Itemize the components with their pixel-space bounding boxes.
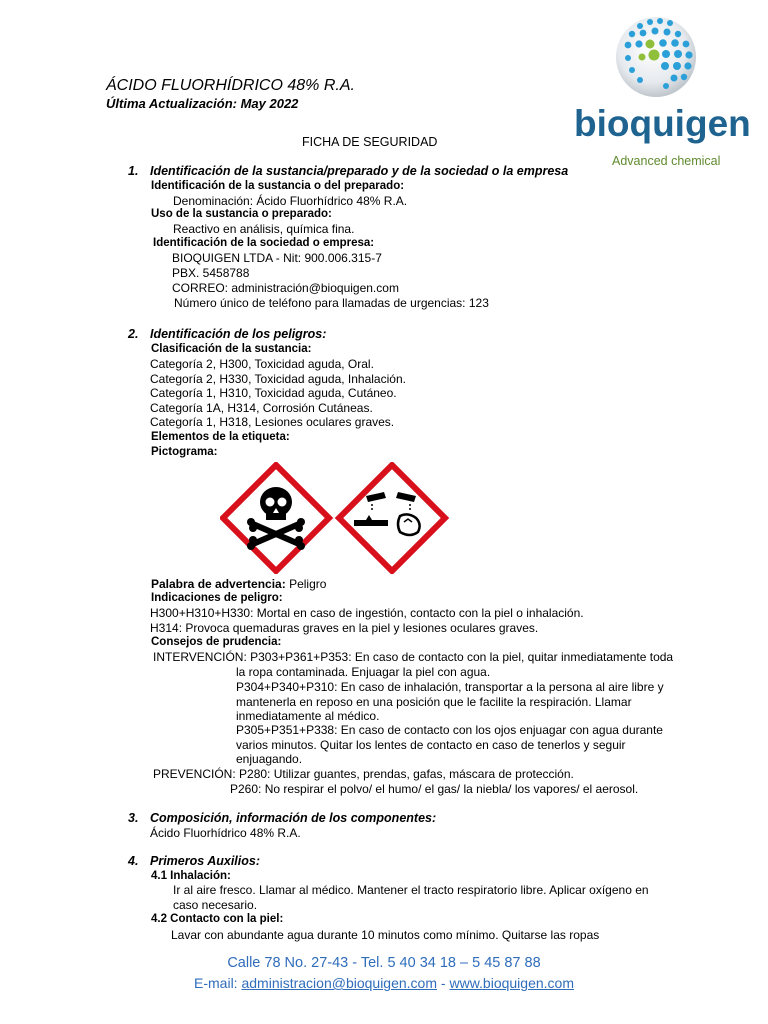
s1-emergency-phone: Número único de teléfono para llamadas de urgencias: 123 [174, 296, 489, 310]
s2-class-line: Categoría 2, H300, Toxicidad aguda, Oral. [150, 357, 374, 371]
s1-sub-uso: Uso de la sustancia o preparado: [151, 208, 332, 220]
footer-email-label: E-mail: [194, 975, 242, 991]
bioquigen-logo-globe-icon [570, 12, 760, 177]
s4-piel-line: Lavar con abundante agua durante 10 minutos como mínimo. Quitarse las ropas [171, 928, 600, 942]
s2-hazard-line: H314: Provoca quemaduras graves en la piel y lesiones oculares graves. [150, 621, 539, 635]
footer-web-link[interactable]: www.bioquigen.com [449, 975, 574, 991]
section-number: 2. [128, 327, 139, 341]
s2-intervencion-line: varios minutos. Quitar los lentes de contacto en caso de tenerlos y seguir [236, 738, 626, 752]
s4-sub-piel: 4.2 Contacto con la piel: [151, 913, 284, 925]
footer-address: Calle 78 No. 27-43 - Tel. 5 40 34 18 – 5 45 87 88 [227, 955, 541, 971]
section-title: Identificación de los peligros: [150, 327, 327, 341]
doc-heading: FICHA DE SEGURIDAD [302, 135, 438, 149]
s2-intervencion-line: enjuagando. [236, 752, 303, 766]
s2-sub-clasificacion: Clasificación de la sustancia: [151, 343, 312, 355]
logo-wordmark: bioquigen [574, 103, 751, 144]
s2-intervencion-line: la ropa contaminada. Enjuagar la piel con agua. [236, 665, 491, 679]
s2-class-line: Categoría 1, H318, Lesiones oculares graves. [150, 415, 395, 429]
s2-hazard-line: H300+H310+H330: Mortal en caso de ingestión, contacto con la piel o inhalación. [150, 606, 584, 620]
document-title: ÁCIDO FLUORHÍDRICO 48% R.A. [106, 77, 355, 94]
section-2-heading [128, 327, 428, 343]
s2-signal-word [151, 577, 326, 591]
signal-value: Peligro [285, 577, 327, 591]
footer-separator: - [437, 975, 450, 991]
ghs-pictograms [220, 462, 450, 574]
footer-contact [0, 975, 768, 991]
section-1-heading [128, 164, 588, 180]
skull-crossbones-icon [223, 465, 329, 571]
s4-sub-inhalacion: 4.1 Inhalación: [151, 870, 231, 882]
logo-tagline: Advanced chemical [612, 154, 721, 168]
s3-composition: Ácido Fluorhídrico 48% R.A. [150, 826, 301, 840]
section-3-heading [128, 811, 448, 827]
section-number: 4. [128, 854, 139, 868]
s1-sub-empresa: Identificación de la sociedad o empresa: [153, 237, 375, 249]
s2-intervencion-line: P305+P351+P338: En caso de contacto con los ojos enjuagar con agua durante [236, 723, 663, 737]
s1-sub-identification: Identificación de la sustancia o del preparado: [151, 180, 405, 192]
corrosion-icon [339, 465, 445, 571]
s2-sub-indicaciones: Indicaciones de peligro: [151, 592, 283, 604]
s2-sub-pictograma: Pictograma: [151, 446, 218, 458]
s2-prevencion-line: PREVENCIÓN: P280: Utilizar guantes, prendas, gafas, máscara de protección. [153, 767, 574, 781]
last-updated: Última Actualización: May 2022 [106, 96, 299, 111]
footer-email-link[interactable]: administracion@bioquigen.com [241, 975, 438, 991]
s1-denominacion: Denominación: Ácido Fluorhídrico 48% R.A. [173, 194, 408, 208]
s1-pbx: PBX. 5458788 [172, 266, 250, 280]
s4-inhalacion-line: Ir al aire fresco. Llamar al médico. Mantener el tracto respiratorio libre. Aplicar oxígeno en [173, 883, 649, 897]
s4-inhalacion-line: caso necesario. [173, 898, 258, 912]
s2-prevencion-line: P260: No respirar el polvo/ el humo/ el gas/ la niebla/ los vapores/ el aerosol. [230, 782, 639, 796]
s2-class-line: Categoría 1A, H314, Corrosión Cutáneas. [150, 401, 373, 415]
s2-intervencion-line: P304+P340+P310: En caso de inhalación, transportar a la persona al aire libre y [236, 680, 664, 694]
section-title: Composición, información de los componentes: [150, 811, 437, 825]
section-number: 3. [128, 811, 139, 825]
s2-intervencion-line: inmediatamente al médico. [236, 709, 380, 723]
s1-company: BIOQUIGEN LTDA - Nit: 900.006.315-7 [172, 251, 382, 265]
s2-sub-consejos: Consejos de prudencia: [151, 636, 282, 648]
s2-class-line: Categoría 1, H310, Toxicidad aguda, Cutáneo. [150, 386, 397, 400]
s2-intervencion-line: INTERVENCIÓN: P303+P361+P353: En caso de contacto con la piel, quitar inmediatamente toda [153, 650, 674, 664]
signal-label: Palabra de advertencia: [151, 577, 286, 591]
section-title: Identificación de la sustancia/preparado y de la sociedad o la empresa [150, 164, 569, 178]
s2-intervencion-line: mantenerla en reposo en una posición que le facilite la respiración. Llamar [236, 695, 632, 709]
s1-correo: CORREO: administración@bioquigen.com [172, 281, 399, 295]
s1-uso: Reactivo en análisis, química fina. [173, 222, 355, 236]
s2-class-line: Categoría 2, H330, Toxicidad aguda, Inhalación. [150, 372, 406, 386]
s2-sub-etiqueta: Elementos de la etiqueta: [151, 431, 290, 443]
section-number: 1. [128, 164, 139, 178]
section-4-heading [128, 854, 328, 870]
section-title: Primeros Auxilios: [150, 854, 260, 868]
